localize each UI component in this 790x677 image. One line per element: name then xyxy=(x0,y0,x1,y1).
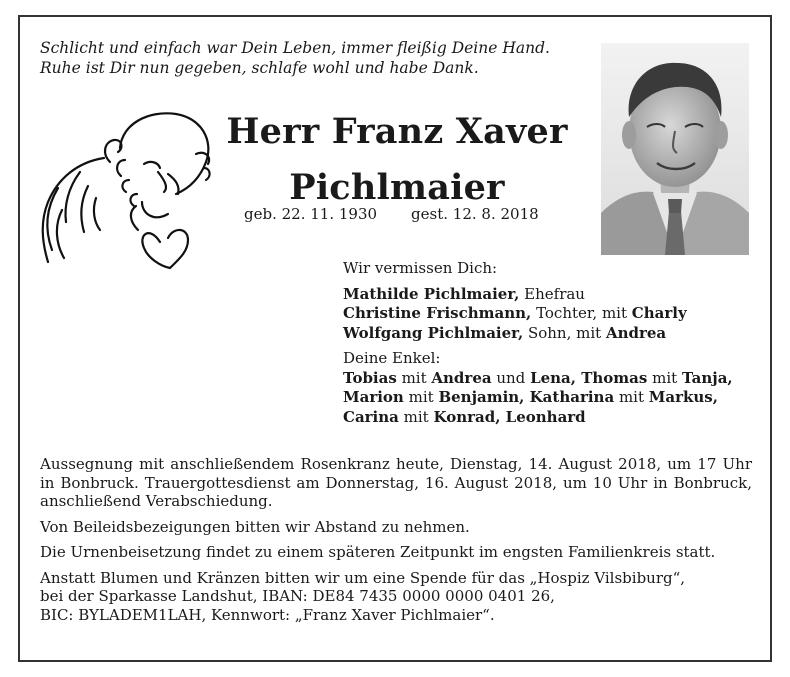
mourner-name: Wolfgang Pichlmaier, xyxy=(343,323,524,342)
grandchild-name: Marion xyxy=(343,388,404,406)
burial-note: Die Urnenbeisetzung findet zu einem späteren Zeitpunkt im engsten Familienkreis statt. xyxy=(40,543,716,561)
grandchildren-row xyxy=(343,408,733,428)
donation-line-3: BIC: BYLADEM1LAH, Kennwort: „Franz Xaver Pichlmaier“. xyxy=(40,605,495,624)
poem xyxy=(40,38,550,78)
portrait-image xyxy=(601,43,749,255)
donation-line-2: bei der Sparkasse Landshut, IBAN: DE84 7435 0000 0000 0401 26, xyxy=(40,587,555,605)
angel-icon xyxy=(18,102,223,277)
grandchild-name: Tobias xyxy=(343,368,397,387)
mourners-intro: Wir vermissen Dich: xyxy=(343,259,498,277)
partner-name: Andrea xyxy=(431,368,492,387)
grandchild-name: Lena, Thomas xyxy=(530,368,648,387)
partner-name: Konrad, Leonhard xyxy=(433,407,586,426)
grandchild-name: Carina xyxy=(343,407,399,426)
condolence-note: Von Beileidsbezeigungen bitten wir Abstand zu nehmen. xyxy=(40,517,470,536)
mourner-relation: Ehefrau xyxy=(519,284,585,303)
birth-date: geb. 22. 11. 1930 xyxy=(244,205,378,223)
donation-line-1: Anstatt Blumen und Kränzen bitten wir um eine Spende für das „Hospiz Vilsbiburg“, xyxy=(40,568,686,587)
mourners-block xyxy=(343,259,733,427)
funeral-details: Aussegnung mit anschließendem Rosenkranz heute, Dienstag, 14. August 2018, um 17 Uhr in Bonbruck. Trauergottesdienst am Donnerstag, 16. August 2018, um 10 Uhr in Bonbruck, anschließend Verabschiedung. xyxy=(40,455,752,510)
mourner-row xyxy=(343,304,733,324)
mourner-name: Christine Frischmann, xyxy=(343,304,532,322)
connector-text: mit xyxy=(398,407,434,426)
death-date: gest. 12. 8. 2018 xyxy=(411,205,539,223)
connector-text: mit xyxy=(614,388,649,406)
grandchildren-intro: Deine Enkel: xyxy=(343,349,441,367)
life-dates xyxy=(244,205,539,223)
mourner-row xyxy=(343,324,733,344)
name-line-1: Herr Franz Xaver xyxy=(226,111,568,152)
mourner-row xyxy=(343,285,733,305)
mourner-relation: Sohn, mit xyxy=(523,323,606,342)
notices-block xyxy=(40,455,752,631)
mourner-partner: Charly xyxy=(631,304,687,322)
connector-text: und xyxy=(491,368,531,387)
partner-name: Tanja, xyxy=(681,368,733,387)
portrait-photo xyxy=(601,43,749,255)
connector-text: mit xyxy=(403,388,439,406)
deceased-name xyxy=(222,104,572,216)
connector-text: mit xyxy=(647,368,682,387)
mourner-relation: Tochter, mit xyxy=(531,304,632,322)
name-line-2: Pichlmaier xyxy=(289,167,505,208)
mourner-partner: Andrea xyxy=(605,323,667,342)
donation-note xyxy=(40,569,752,625)
connector-text: mit xyxy=(396,368,432,387)
poem-line-2: Ruhe ist Dir nun gegeben, schlafe wohl und habe Dank. xyxy=(40,59,479,77)
poem-line-1: Schlicht und einfach war Dein Leben, immer fleißig Deine Hand. xyxy=(40,39,550,57)
mourner-name: Mathilde Pichlmaier, xyxy=(343,284,520,303)
grandchildren-row xyxy=(343,388,733,408)
grandchildren-row xyxy=(343,369,733,389)
partner-name: Benjamin, Katharina xyxy=(438,388,615,406)
partner-name: Markus, xyxy=(648,388,718,406)
